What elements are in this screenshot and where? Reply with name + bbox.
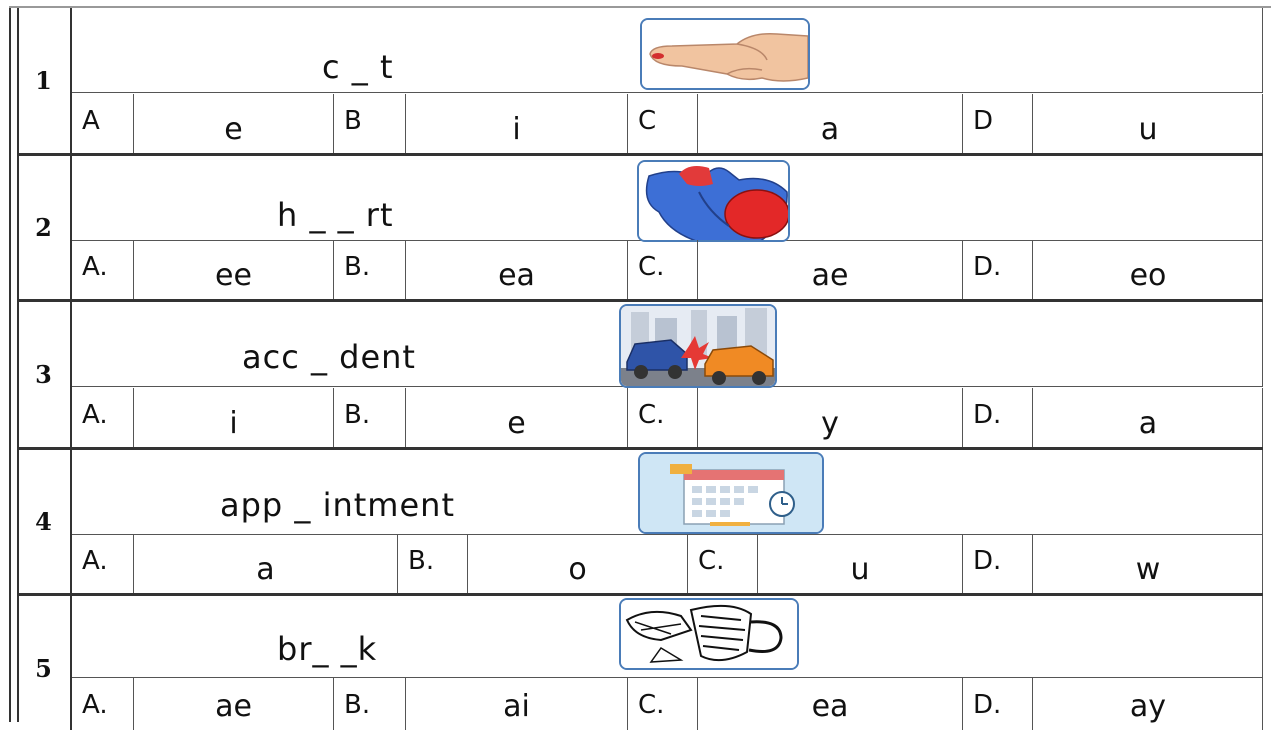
option-answer[interactable]: e <box>134 94 334 153</box>
question-row-3 <box>17 302 1263 450</box>
option-answer[interactable]: ai <box>406 678 628 730</box>
option-answer[interactable]: ea <box>698 678 963 730</box>
option-answer[interactable]: ae <box>134 678 334 730</box>
question-prompt <box>72 596 1263 678</box>
option-answer[interactable]: w <box>1135 552 1161 587</box>
option-letter: D. <box>963 534 1033 593</box>
options-row <box>72 240 1263 299</box>
option-answer[interactable]: a <box>1138 406 1158 441</box>
option-answer[interactable]: ea <box>406 240 628 299</box>
broken-cup-icon <box>619 598 799 670</box>
option-letter: C. <box>688 534 758 593</box>
option-letter: C. <box>628 678 698 730</box>
option-answer[interactable]: i <box>134 388 334 447</box>
question-number: 2 <box>17 156 72 299</box>
question-prompt <box>72 156 1263 241</box>
margin-line <box>9 6 11 722</box>
options-row <box>72 678 1263 730</box>
option-answer[interactable]: a <box>134 534 398 593</box>
option-answer[interactable]: e <box>406 388 628 447</box>
options-row <box>72 388 1263 447</box>
options-row <box>72 534 1263 593</box>
question-row-1 <box>17 8 1263 156</box>
option-answer[interactable]: ee <box>134 240 334 299</box>
option-letter: D. <box>963 240 1033 299</box>
option-letter: B. <box>334 388 406 447</box>
calendar-clock-icon <box>638 452 824 534</box>
question-number: 1 <box>17 8 72 153</box>
option-answer[interactable]: ay <box>1129 689 1167 724</box>
option-letter: A. <box>72 534 134 593</box>
question-row-4 <box>17 450 1263 596</box>
heart-organ-icon <box>637 160 790 242</box>
option-answer[interactable]: u <box>1138 112 1158 147</box>
option-letter: C. <box>628 388 698 447</box>
question-number: 4 <box>17 450 72 593</box>
option-letter: A <box>72 94 134 153</box>
question-word: h _ _ rt <box>277 196 394 234</box>
question-number: 3 <box>17 302 72 447</box>
option-letter: A. <box>72 240 134 299</box>
option-letter: C. <box>628 240 698 299</box>
question-prompt <box>72 450 1263 535</box>
option-letter: B <box>334 94 406 153</box>
option-letter: D. <box>963 678 1033 730</box>
question-word: acc _ dent <box>242 338 416 376</box>
finger-cut-icon <box>640 18 810 90</box>
car-crash-icon <box>619 304 777 388</box>
option-letter: B. <box>398 534 468 593</box>
option-answer[interactable]: eo <box>1129 258 1167 293</box>
question-prompt <box>72 8 1263 93</box>
option-letter: A. <box>72 678 134 730</box>
option-letter: D. <box>963 388 1033 447</box>
question-row-2 <box>17 156 1263 302</box>
option-answer[interactable]: i <box>406 94 628 153</box>
option-letter: D <box>963 94 1033 153</box>
option-letter: C <box>628 94 698 153</box>
option-letter: B. <box>334 240 406 299</box>
option-answer[interactable]: u <box>758 534 963 593</box>
option-letter: A. <box>72 388 134 447</box>
question-word: br_ _k <box>277 630 378 668</box>
options-row <box>72 94 1263 153</box>
question-row-5 <box>17 596 1263 730</box>
option-answer[interactable]: ae <box>698 240 963 299</box>
option-answer[interactable]: o <box>468 534 688 593</box>
option-answer[interactable]: y <box>698 388 963 447</box>
question-number: 5 <box>17 596 72 730</box>
question-word: app _ intment <box>220 486 455 524</box>
question-prompt <box>72 302 1263 387</box>
option-letter: B. <box>334 678 406 730</box>
option-answer[interactable]: a <box>698 94 963 153</box>
question-word: c _ t <box>322 48 394 86</box>
